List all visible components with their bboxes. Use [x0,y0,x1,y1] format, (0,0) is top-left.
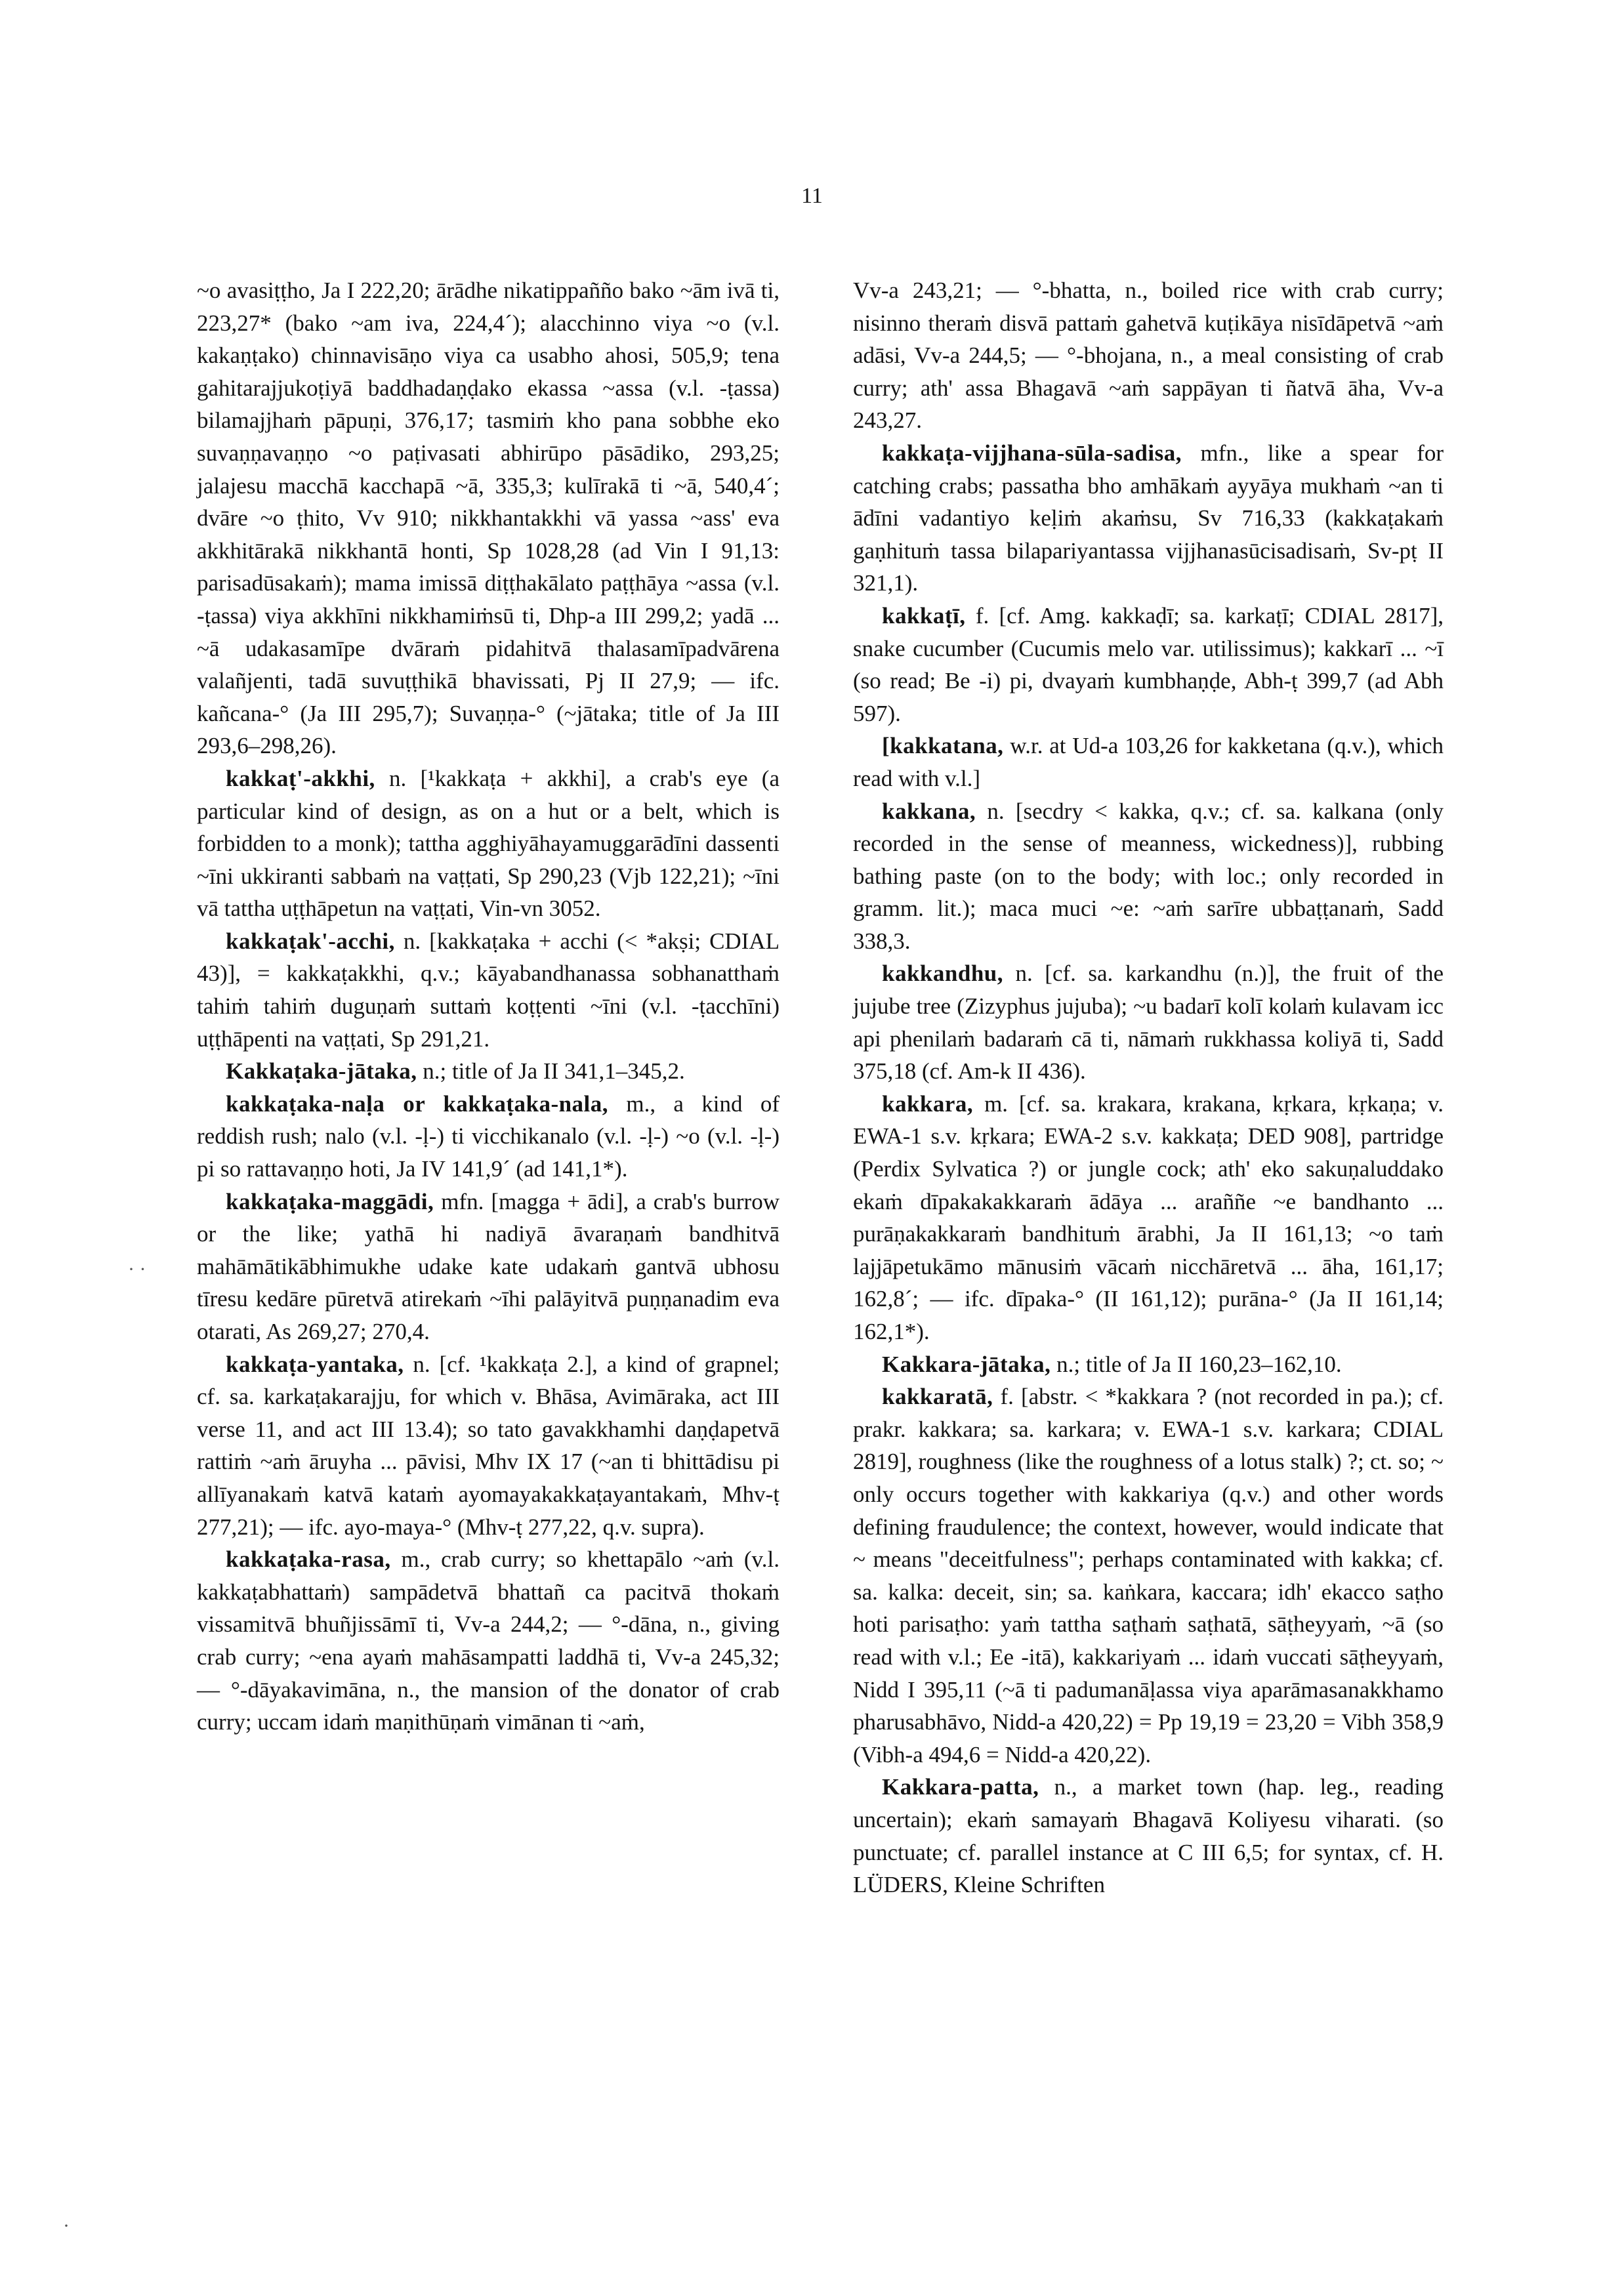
entry-body: ~o avasiṭṭho, Ja I 222,20; ārādhe nikatippañño bako ~ām ivā ti, 223,27* (bako ~am iva, 224,4´); alacchinno viya ~o (v.l. kakaṇṭako) chinnavisāṇo viya ca usabho ahosi, 505,9; tena gahitarajjukoṭiyā baddhadaṇḍako ekassa ~assa (v.l. -ṭassa) bilamajjhaṁ pāpuṇi, 376,17; tasmiṁ kho pana sobbhe eko suvaṇṇavaṇṇo ~o paṭivasati abhirūpo pāsādiko, 293,25; jalajesu macchā kacchapā ~ā, 335,3; kulīrakā ti ~ā, 540,4´; dvāre ~o ṭhito, Vv 910; nikkhantakkhi vā yassa ~ass' eva akkhitārakā nikkhantā honti, Sp 1028,28 (ad Vin I 91,13: parisadūsakaṁ); mama imissā diṭṭhakālato paṭṭhāya ~assa (v.l. -ṭassa) viya akkhīni nikkhamiṁsū ti, Dhp-a III 299,2; yadā ... ~ā udakasamīpe dvāraṁ pidahitvā thalasamīpadvārena valañjenti, tadā suvuṭṭhikā bhavissati, Pj II 27,9; — ifc. kañcana-° (Ja III 295,7); Suvaṇṇa-° (~jātaka; title of Ja III 293,6–298,26). [197,278,780,759]
entry-body: n. [kakkaṭaka + acchi (< *akṣi; CDIAL 43)], = kakkaṭakkhi, q.v.; kāyabandhanassa sobhanatthaṁ tahiṁ tahiṁ duguṇaṁ suttaṁ koṭṭenti ~īni (v.l. -ṭacchīni) uṭṭhāpenti na vaṭṭati, Sp 291,21. [197,928,780,1052]
entry-body: n. [cf. sa. karkandhu (n.)], the fruit of the jujube tree (Zizyphus jujuba); ~u badarī kolī kolaṁ kulavam icc api phenilaṁ badaraṁ cā ti, nāmaṁ rukkhassa koliyā ti, Sadd 375,18 (cf. Am-k II 436). [853,961,1444,1085]
dictionary-entry [853,795,1444,958]
dictionary-entry [197,1088,780,1186]
entry-body: n. [¹kakkaṭa + akkhi], a crab's eye (a particular kind of design, as on a hut or a belt, which is forbidden to a monk); tattha agghiyāhayamuggarādīni dassenti ~īni ukkiranti sabbaṁ na vaṭṭati, Sp 290,23 (Vjb 122,21); ~īni vā tattha uṭṭhāpetun na vaṭṭati, Vin-vn 3052. [197,765,780,922]
dictionary-entry [197,1543,780,1739]
entry-headword: kakkara, [882,1090,974,1117]
dictionary-entry [853,1771,1444,1901]
right-column [853,274,1444,1901]
dictionary-entry [853,437,1444,600]
dictionary-entry [853,274,1444,437]
entry-headword: kakkaṭaka-rasa, [226,1546,391,1573]
dictionary-entry [197,925,780,1055]
entry-body: m., crab curry; so khettapālo ~aṁ (v.l. kakkaṭabhattaṁ) sampādetvā bhattañ ca pacitvā thokaṁ vissamitvā bhuñjissāmī ti, Vv-a 244,2; — °-dāna, n., giving crab curry; ~ena ayaṁ mahāsampatti laddhā ti, Vv-a 245,32; — °-dāyakavimāna, n., the mansion of the donator of crab curry; uccam idaṁ maṇithūṇaṁ vimānan ti ~aṁ, [197,1546,780,1735]
page-number: 11 [801,184,823,208]
dictionary-entry [197,762,780,925]
margin-dots-icon: · · [128,1258,146,1280]
entry-headword: kakkana, [882,798,976,824]
entry-body: m., a kind of reddish rush; nalo (v.l. -ḷ-) ti vicchikanalo (v.l. -ḷ-) ~o (v.l. -ḷ-) pi so rattavaṇṇo hoti, Ja IV 141,9´ (ad 141,1*). [197,1090,780,1182]
dictionary-entry [853,1088,1444,1348]
entry-headword: kakkaṭaka-naḷa or kakkaṭaka-nala, [226,1090,609,1117]
entry-body: n.; title of Ja II 341,1–345,2. [417,1058,685,1085]
margin-dot-icon: · [63,2215,70,2237]
entry-headword: kakkaṭa-vijjhana-sūla-sadisa, [882,440,1182,466]
dictionary-entry [853,1380,1444,1771]
dictionary-entry [853,1348,1444,1381]
dictionary-entry [853,730,1444,795]
entry-headword: Kakkaṭaka-jātaka, [226,1058,417,1085]
dictionary-entry [853,600,1444,730]
entry-body: mfn., like a spear for catching crabs; passatha bho amhākaṁ ayyāya mukhaṁ ~an ti ādīni vadantiyo keḷiṁ akaṁsu, Sv 716,33 (kakkaṭakaṁ gaṇhituṁ tassa bilapariyantassa vijjhanasūcisadisaṁ, Sv-pṭ II 321,1). [853,440,1444,596]
entry-headword: kakkaṭa-yantaka, [226,1351,404,1377]
entry-headword: Kakkara-jātaka, [882,1351,1051,1377]
entry-body: f. [abstr. < *kakkara ? (not recorded in pa.); cf. prakr. kakkara; sa. karkara; v. EWA-1 s.v. karkara; CDIAL 2819], roughness (like the roughness of a lotus stalk) ?; ct. so; ~ only occurs together with kakkariya (q.v.) and other words defining fraudulence; the context, however, would indicate that ~ means "deceitfulness"; perhaps contaminated with kakka; cf. sa. kalka: deceit, sin; sa. kaṅkara, kaccara; idh' ekacco saṭho hoti parisaṭho: yaṁ tattha saṭhaṁ saṭhatā, sāṭheyyaṁ, ~ā (so read with v.l.; Ee -itā), kakkariyaṁ ... idaṁ vuccati sāṭheyyaṁ, Nidd I 395,11 (~ā ti padumanāḷassa viya aparāmasanakkhamo pharusabhāvo, Nidd-a 420,22) = Pp 19,19 = 23,20 = Vibh 358,9 (Vibh-a 494,6 = Nidd-a 420,22). [853,1384,1444,1768]
entry-headword: kakkaratā, [882,1384,993,1410]
entry-body: w.r. at Ud-a 103,26 for kakketana (q.v.), which read with v.l.] [853,733,1444,791]
entry-headword: kakkandhu, [882,961,1004,987]
entry-headword: kakkaṭ'-akkhi, [226,765,375,791]
entry-body: f. [cf. Amg. kakkaḍī; sa. karkaṭī; CDIAL 2817], snake cucumber (Cucumis melo var. utilissimus); kakkarī ... ~ī (so read; Be -i) pi, dvayaṁ kumbhaṇḍe, Abh-ṭ 399,7 (ad Abh 597). [853,602,1444,726]
entry-body: m. [cf. sa. krakara, krakana, kṛkara, kṛkaṇa; v. EWA-1 s.v. kṛkara; EWA-2 s.v. kakkaṭa; DED 908], partridge (Perdix Sylvatica ?) or jungle cock; ath' eko sakuṇaluddako ekaṁ dīpakakakkaraṁ ādāya ... araññe ~e bandhanto ... purāṇakakkaraṁ bandhituṁ ārabhi, Ja II 161,13; ~o taṁ lajjāpetukāmo mānusiṁ vācaṁ nicchāretvā ... āha, 161,17; 162,8´; — ifc. dīpaka-° (II 161,12); purāna-° (Ja II 161,14; 162,1*). [853,1090,1444,1344]
entry-headword: [kakkatana, [882,733,1004,759]
dictionary-entry [197,1186,780,1348]
left-column [197,274,780,1739]
entry-headword: kakkaṭaka-maggādi, [226,1188,434,1214]
dictionary-entry [853,957,1444,1087]
dictionary-entry [197,1348,780,1544]
entry-headword: kakkaṭī, [882,602,966,629]
dictionary-entry [197,1055,780,1088]
entry-body: n., a market town (hap. leg., reading uncertain); ekaṁ samayaṁ Bhagavā Koliyesu viharati. (so punctuate; cf. parallel instance at C III 6,5; for syntax, cf. H. LÜDERS, Kleine Schriften [853,1774,1444,1898]
entry-body: mfn. [magga + ādi], a crab's burrow or the like; yathā hi nadiyā āvaraṇaṁ bandhitvā mahāmātikābhimukhe udake kate udakaṁ gantvā ubhosu tīresu kedāre pūretvā atirekaṁ ~īhi palāyitvā puṇṇanadim eva otarati, As 269,27; 270,4. [197,1188,780,1344]
entry-body: n. [secdry < kakka, q.v.; cf. sa. kalkana (only recorded in the sense of meanness, wickedness)], rubbing bathing paste (on to the body; with loc.; only recorded in gramm. lit.); maca muci ~e: ~aṁ sarīre ubbaṭṭanaṁ, Sadd 338,3. [853,798,1444,954]
entry-body: Vv-a 243,21; — °-bhatta, n., boiled rice with crab curry; nisinno theraṁ disvā pattaṁ gahetvā kuṭikāya nisīdāpetvā ~aṁ adāsi, Vv-a 244,5; — °-bhojana, n., a meal consisting of crab curry; ath' assa Bhagavā ~aṁ sappāyan ti ñatvā āha, Vv-a 243,27. [853,278,1444,434]
dictionary-entry [197,274,780,762]
entry-body: n. [cf. ¹kakkaṭa 2.], a kind of grapnel; cf. sa. karkaṭakarajju, for which v. Bhāsa, Avimāraka, act III verse 11, and act III 13.4); so tato gavakkhamhi daṇḍapetvā rattiṁ ~aṁ āruyha ... pāvisi, Mhv IX 17 (~an ti bhittādisu pi allīyanakaṁ katvā kataṁ ayomayakakkaṭayantakaṁ, Mhv-ṭ 277,21); — ifc. ayo-maya-° (Mhv-ṭ 277,22, q.v. supra). [197,1351,780,1540]
entry-body: n.; title of Ja II 160,23–162,10. [1051,1351,1342,1377]
entry-headword: kakkaṭak'-acchi, [226,928,395,954]
entry-headword: Kakkara-patta, [882,1774,1039,1800]
